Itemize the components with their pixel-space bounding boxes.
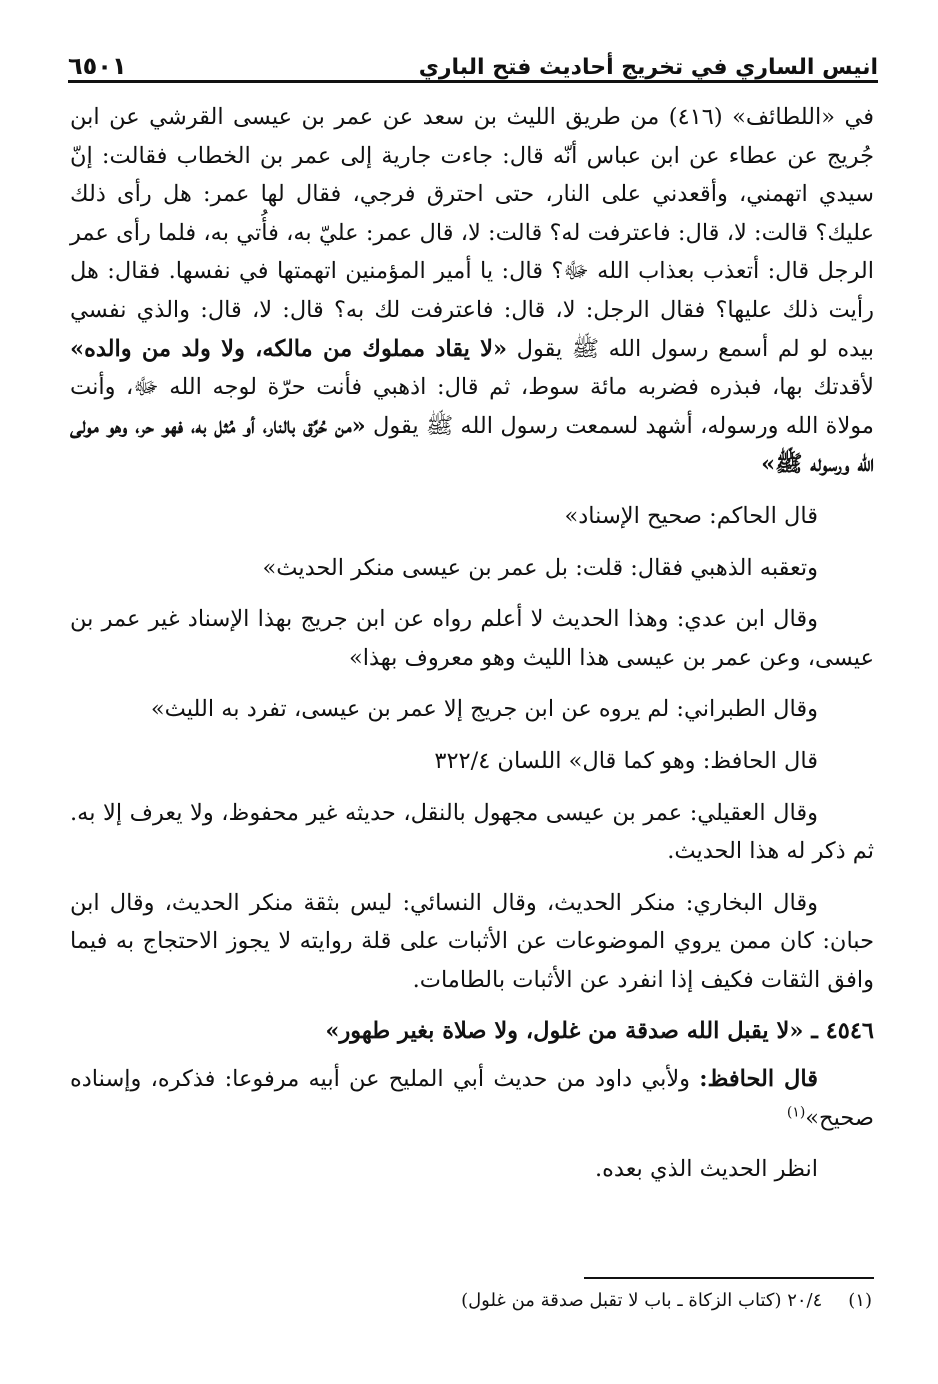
narration-text-2: لأقدتك بها، فبذره فضربه مائة سوط، ثم قال: اذهبي فأنت حرّة لوجه الله ﷻ، وأنت مولاة الله ورسوله، أشهد لسمعت رسول الله ﷺ يقول [70,374,874,439]
paragraph-see-next: انظر الحديث الذي بعده. [594,1156,818,1183]
footnote-divider [584,1277,874,1279]
hadith-quote-1: «لا يقاد مملوك من مالكه، ولا ولد من والده» [70,335,508,362]
footnote-text: ٢٠/٤ (كتاب الزكاة ـ باب لا تقبل صدقة من غلول) [461,1290,823,1311]
narration-text-1: في «اللطائف» (٤١٦) من طريق الليث بن سعد عن عمر بن عيسى القرشي عن ابن جُريج عن عطاء عن ابن عباس أنّه قال: جاءت جارية إلى عمر بن الخطاب فقالت: إنّ سيدي اتهمني، وأقعدني على النار، حتى احترق فرجي، فقال لها عمر: هل رأى ذلك عليك؟ قالت: لا، قال: فاعترفت له؟ قالت: لا، قال عمر: عليّ به، فأُتي به، فلما رأى عمر الرجل قال: أتعذب بعذاب الله ﷻ؟ قال: يا أمير المؤمنين اتهمتها في نفسها. فقال: هل رأيت ذلك عليها؟ فقال الرجل: لا، قال: فاعترفت لك به؟ قال: لا، قال: والذي نفسي بيده لو لم أسمع رسول الله ﷺ يقول [70,104,874,362]
hadith-quote-2: «من حُرِّق بالنار، أو مُثل به، فهو حر، وهو مولى الله ورسوله ﷺ» [70,412,874,478]
paragraph-bukhari: وقال البخاري: منكر الحديث، وقال النسائي: ليس بثقة منكر الحديث، وقال ابن حبان: كان ممن يروي الموضوعات عن الأثبات على قلة روايته لا يجوز الاحتجاج به فيما وافق الثقات فكيف إذا انفرد عن الأثبات بالطامات. [70,889,874,993]
paragraph-dhahabi: وتعقبه الذهبي فقال: قلت: بل عمر بن عيسى منكر الحديث» [262,554,818,581]
hafiz-label: قال الحافظ: [699,1066,818,1093]
paragraph-tabarani: وقال الطبراني: لم يروه عن ابن جريج إلا عمر بن عيسى، تفرد به الليث» [150,696,818,723]
paragraph-hafiz-lisan: قال الحافظ: وهو كما قال» اللسان ٣٢٢/٤ [434,747,818,774]
paragraph-hadith-narration [70,98,874,484]
paragraph-hafiz-abu-dawud [70,1060,874,1137]
footnote [70,1288,872,1314]
page-header [68,44,878,83]
footnote-reference: (١) [786,1104,806,1121]
paragraph-ibn-adi: وقال ابن عدي: وهذا الحديث لا أعلم رواه عن ابن جريج بهذا الإسناد غير عمر بن عيسى، وعن عمر بن عيسى هذا الليث وهو معروف بهذا» [70,606,874,671]
hadith-heading: ٤٥٤٦ ـ «لا يقبل الله صدقة من غلول، ولا صلاة بغير طهور» [325,1018,874,1045]
paragraph-hakim: قال الحاكم: صحيح الإسناد» [564,502,818,529]
footnote-mark: (١) [848,1290,872,1311]
running-title: انيس الساري في تخريج أحاديث فتح الباري [418,55,878,80]
hafiz-text: ولأبي داود من حديث أبي المليح عن أبيه مرفوعا: فذكره، وإسناده صحيح» [70,1066,874,1131]
paragraph-uqayli: وقال العقيلي: عمر بن عيسى مجهول بالنقل، حديثه غير محفوظ، ولا يعرف إلا به. ثم ذكر له هذا الحديث. [70,799,874,865]
main-text [70,98,874,1189]
page-number: ٦٥٠١ [68,52,127,80]
